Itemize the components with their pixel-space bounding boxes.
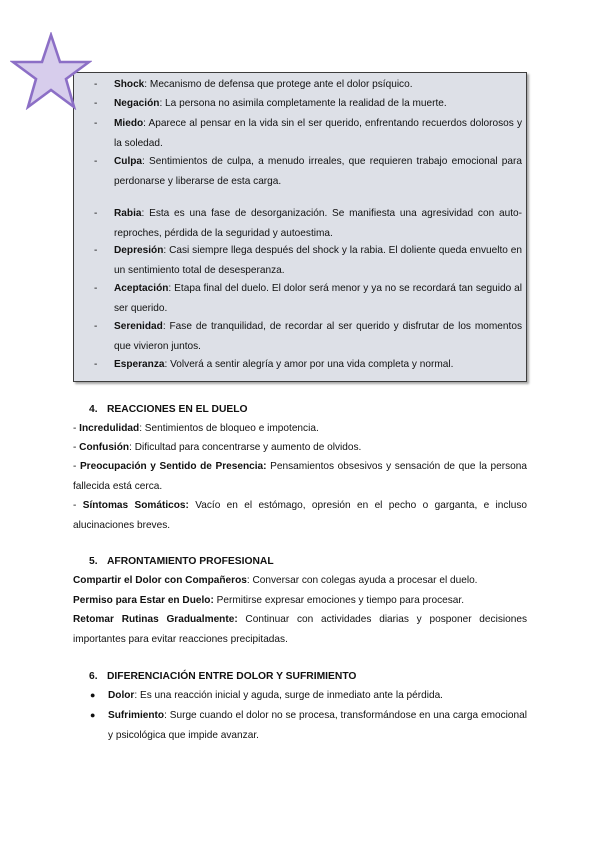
reaction-item-incredulidad: - Incredulidad: Sentimientos de bloqueo e impotencia. (73, 423, 319, 434)
stage-term: Aceptación (114, 283, 169, 294)
stage-text: Mecanismo de defensa que protege ante el dolor psíquico. (147, 79, 413, 90)
coping-term: Retomar Rutinas Gradualmente: (73, 614, 238, 625)
section-title: DIFERENCIACIÓN ENTRE DOLOR Y SUFRIMIENTO (107, 671, 357, 682)
stage-term: Depresión (114, 245, 164, 256)
stage-text: Casi siempre llega después del shock y la rabia. El doliente queda envuelto en un sentimiento total de desesperanza. (114, 245, 522, 276)
stage-text: Fase de tranquilidad, de recordar al ser querido y disfrutar de los momentos que vivieron juntos. (114, 321, 522, 352)
stage-item-esperanza: - Esperanza: Volverá a sentir alegría y amor por una vida completa y normal. (94, 359, 454, 370)
section-number: 5. (89, 556, 98, 567)
coping-term: Permiso para Estar en Duelo: (73, 595, 214, 606)
reaction-text: Pensamientos obsesivos y sensación de que la persona fallecida está cerca. (73, 461, 527, 492)
difference-text: Surge cuando el dolor no se procesa, transformándose en una carga emocional y psicológica que impide avanzar. (108, 710, 527, 741)
stage-term: Esperanza (114, 359, 165, 370)
stage-term: Shock (114, 79, 145, 90)
bullet-icon: ● (90, 690, 96, 700)
stage-item-serenidad: - Serenidad: Fase de tranquilidad, de recordar al ser querido y disfrutar de los momentos que vivieron juntos. (94, 321, 522, 352)
stage-item-depresion: - Depresión: Casi siempre llega después del shock y la rabia. El doliente queda envuelto en un sentimiento total de desesperanza. (94, 245, 522, 276)
reaction-term: Confusión (79, 442, 130, 453)
reaction-term: Preocupación y Sentido de Presencia: (79, 461, 267, 472)
stage-text: La persona no asimila completamente la realidad de la muerte. (162, 98, 447, 109)
stage-text: Esta es una fase de desorganización. Se manifiesta una agresividad con auto-reproches, pérdida de la seguridad y autoestima. (114, 208, 522, 239)
coping-item-compartir: Compartir el Dolor con Compañeros: Conversar con colegas ayuda a procesar el duelo. (73, 575, 478, 586)
reaction-item-preocupacion: - Preocupación y Sentido de Presencia: Pensamientos obsesivos y sensación de que la persona fallecida está cerca. (73, 461, 527, 492)
stage-item-shock: - Shock: Mecanismo de defensa que protege ante el dolor psíquico. (94, 79, 413, 90)
stage-text: Volverá a sentir alegría y amor por una vida completa y normal. (167, 359, 454, 370)
section-6-heading (89, 669, 356, 685)
difference-item-dolor: ● Dolor: Es una reacción inicial y aguda, surge de inmediato ante la pérdida. (108, 686, 527, 706)
reaction-item-somaticos: - Síntomas Somáticos: Vacío en el estómago, opresión en el pecho o garganta, e incluso alucinaciones breves. (73, 500, 527, 531)
section-5-heading (89, 554, 274, 570)
stage-item-rabia: - Rabia: Esta es una fase de desorganización. Se manifiesta una agresividad con auto-reproches, pérdida de la seguridad y autoestima. (94, 208, 522, 239)
coping-text: Continuar con actividades diarias y posponer decisiones importantes para evitar reacciones precipitadas. (73, 614, 527, 645)
reaction-text: Sentimientos de bloqueo e impotencia. (142, 423, 319, 434)
stage-item-aceptacion: - Aceptación: Etapa final del duelo. El dolor será menor y ya no se recordará tan seguido al ser querido. (94, 283, 522, 314)
stage-term: Negación (114, 98, 160, 109)
reaction-item-confusion: - Confusión: Dificultad para concentrarse y aumento de olvidos. (73, 442, 362, 453)
difference-item-sufrimiento: ● Sufrimiento: Surge cuando el dolor no se procesa, transformándose en una carga emocional y psicológica que impide avanzar. (108, 706, 527, 745)
section-title: AFRONTAMIENTO PROFESIONAL (107, 556, 274, 567)
difference-term: Dolor (108, 690, 135, 701)
bullet-icon: ● (90, 710, 96, 720)
stage-text: Aparece al pensar en la vida sin el ser querido, enfrentando recuerdos dolorosos y la soledad. (114, 118, 522, 149)
stage-item-miedo: - Miedo: Aparece al pensar en la vida sin el ser querido, enfrentando recuerdos dolorosos y la soledad. (94, 118, 522, 149)
section-number: 6. (89, 671, 98, 682)
stage-item-negacion: - Negación: La persona no asimila completamente la realidad de la muerte. (94, 98, 447, 109)
section-number: 4. (89, 404, 98, 415)
stages-box (73, 72, 527, 382)
difference-text: Es una reacción inicial y aguda, surge de inmediato ante la pérdida. (137, 690, 443, 701)
reaction-text: Vacío en el estómago, opresión en el pecho o garganta, e incluso alucinaciones breves. (73, 500, 527, 531)
star-shape (13, 35, 89, 107)
coping-text: Permitirse expresar emociones y tiempo para procesar. (213, 595, 465, 606)
stage-term: Culpa (114, 156, 143, 167)
coping-item-permiso (73, 591, 527, 611)
reaction-term: Incredulidad (79, 423, 140, 434)
star-icon (10, 32, 92, 110)
section-4-heading (89, 402, 248, 418)
coping-term: Compartir el Dolor con Compañeros (73, 575, 247, 586)
stage-term: Rabia (114, 208, 142, 219)
stage-term: Serenidad (114, 321, 163, 332)
reaction-text: Dificultad para concentrarse y aumento de olvidos. (131, 442, 362, 453)
coping-text: Conversar con colegas ayuda a procesar el duelo. (249, 575, 478, 586)
stage-text: Etapa final del duelo. El dolor será menor y ya no se recordará tan seguido al ser querido. (114, 283, 522, 314)
section-title: REACCIONES EN EL DUELO (107, 404, 248, 415)
stage-item-culpa: - Culpa: Sentimientos de culpa, a menudo irreales, que requieren trabajo emocional para perdonarse y liberarse de esta carga. (94, 156, 522, 187)
stage-text: Sentimientos de culpa, a menudo irreales, que requieren trabajo emocional para perdonarse y liberarse de esta carga. (114, 156, 522, 187)
stage-term: Miedo (114, 118, 144, 129)
coping-item-retomar (73, 610, 527, 649)
difference-term: Sufrimiento (108, 710, 165, 721)
reaction-term: Síntomas Somáticos: (82, 500, 189, 511)
